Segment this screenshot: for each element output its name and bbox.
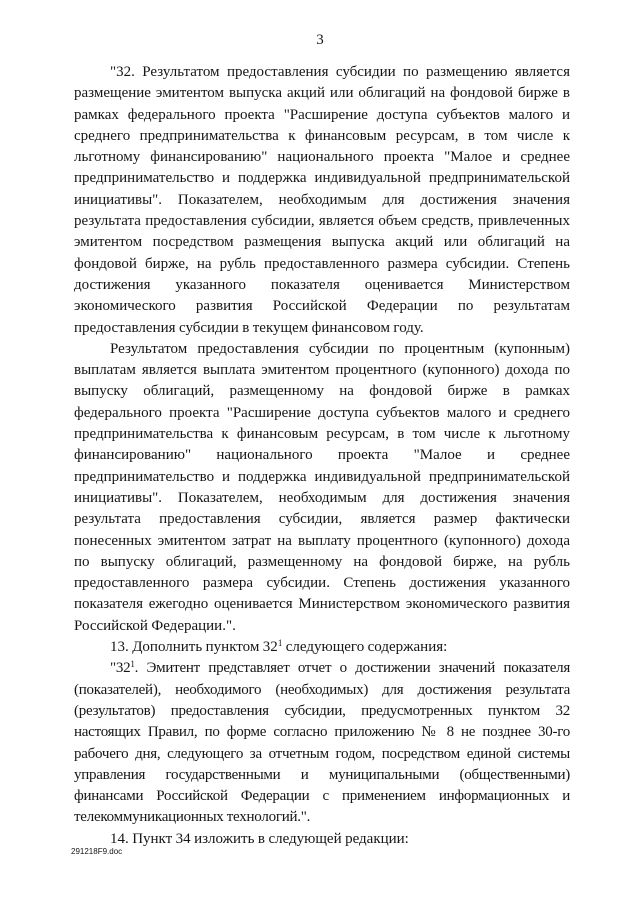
item13-text-before: 13. Дополнить пунктом 32 — [110, 639, 278, 656]
document-body — [74, 62, 570, 850]
item13-superscript: 1 — [277, 638, 283, 649]
item32-1-text-before: "32 — [110, 660, 131, 677]
page-number: 3 — [316, 32, 324, 48]
item32-1-superscript: 1 — [130, 659, 135, 670]
item32-1-text-after: . Эмитент представляет отчет о достижении значений показателя (показателей), необходимого (необходимых) для достижения результата (результатов) предоставления субсидии, предусмотренных пунктом 32 настоящих Правил, по форме согласно приложению № 8 не позднее 30-го рабочего дня, следующего за отчетным годом, посредством единой системы управления государственными и муниципальными (общественными) финансами Российской Федерации с применением информационных и телекоммуникационных технологий.". — [74, 660, 570, 826]
footer-document-code: 291218F9.doc — [71, 847, 123, 856]
paragraph-item-13 — [74, 637, 570, 658]
paragraph-item-32-result-placement: "32. Результатом предоставления субсидии по размещению является размещение эмитентом выпуска акций или облигаций на фондовой бирже в рамках федерального проекта "Расширение доступа субъектов малого и среднего предпринимательства к финансовым ресурсам, в том числе к льготному финансированию" национального проекта "Малое и среднее предпринимательство и поддержка индивидуальной предпринимательской инициативы". Показателем, необходимым для достижения значения результата предоставления субсидии, является объем средств, привлеченных эмитентом посредством размещения выпуска акций или облигаций на фондовой бирже, на рубль предоставленного размера субсидии. Степень достижения указанного показателя оценивается Министерством экономического развития Российской Федерации по результатам предоставления субсидии в текущем финансовом году. — [74, 64, 570, 336]
paragraph-item-32-1 — [74, 658, 570, 828]
paragraph-item-14: 14. Пункт 34 изложить в следующей редакции: — [110, 830, 409, 847]
item13-text-after: следующего содержания: — [282, 639, 448, 656]
paragraph-item-32-result-coupon: Результатом предоставления субсидии по процентным (купонным) выплатам является выплата эмитентом процентного (купонного) дохода по выпуску облигаций, размещенному на фондовой бирже в рамках федерального проекта "Расширение доступа субъектов малого и среднего предпринимательства к финансовым ресурсам, в том числе к льготному финансированию" национального проекта "Малое и среднее предпринимательство и поддержка индивидуальной предпринимательской инициативы". Показателем, необходимым для достижения значения результата предоставления субсидии, является размер фактически понесенных эмитентом затрат на выплату процентного (купонного) дохода по выпуску облигаций, размещенному на фондовой бирже, на рубль предоставленного размера субсидии. Степень достижения указанного показателя ежегодно оценивается Министерством экономического развития Российской Федерации.". — [74, 340, 570, 634]
